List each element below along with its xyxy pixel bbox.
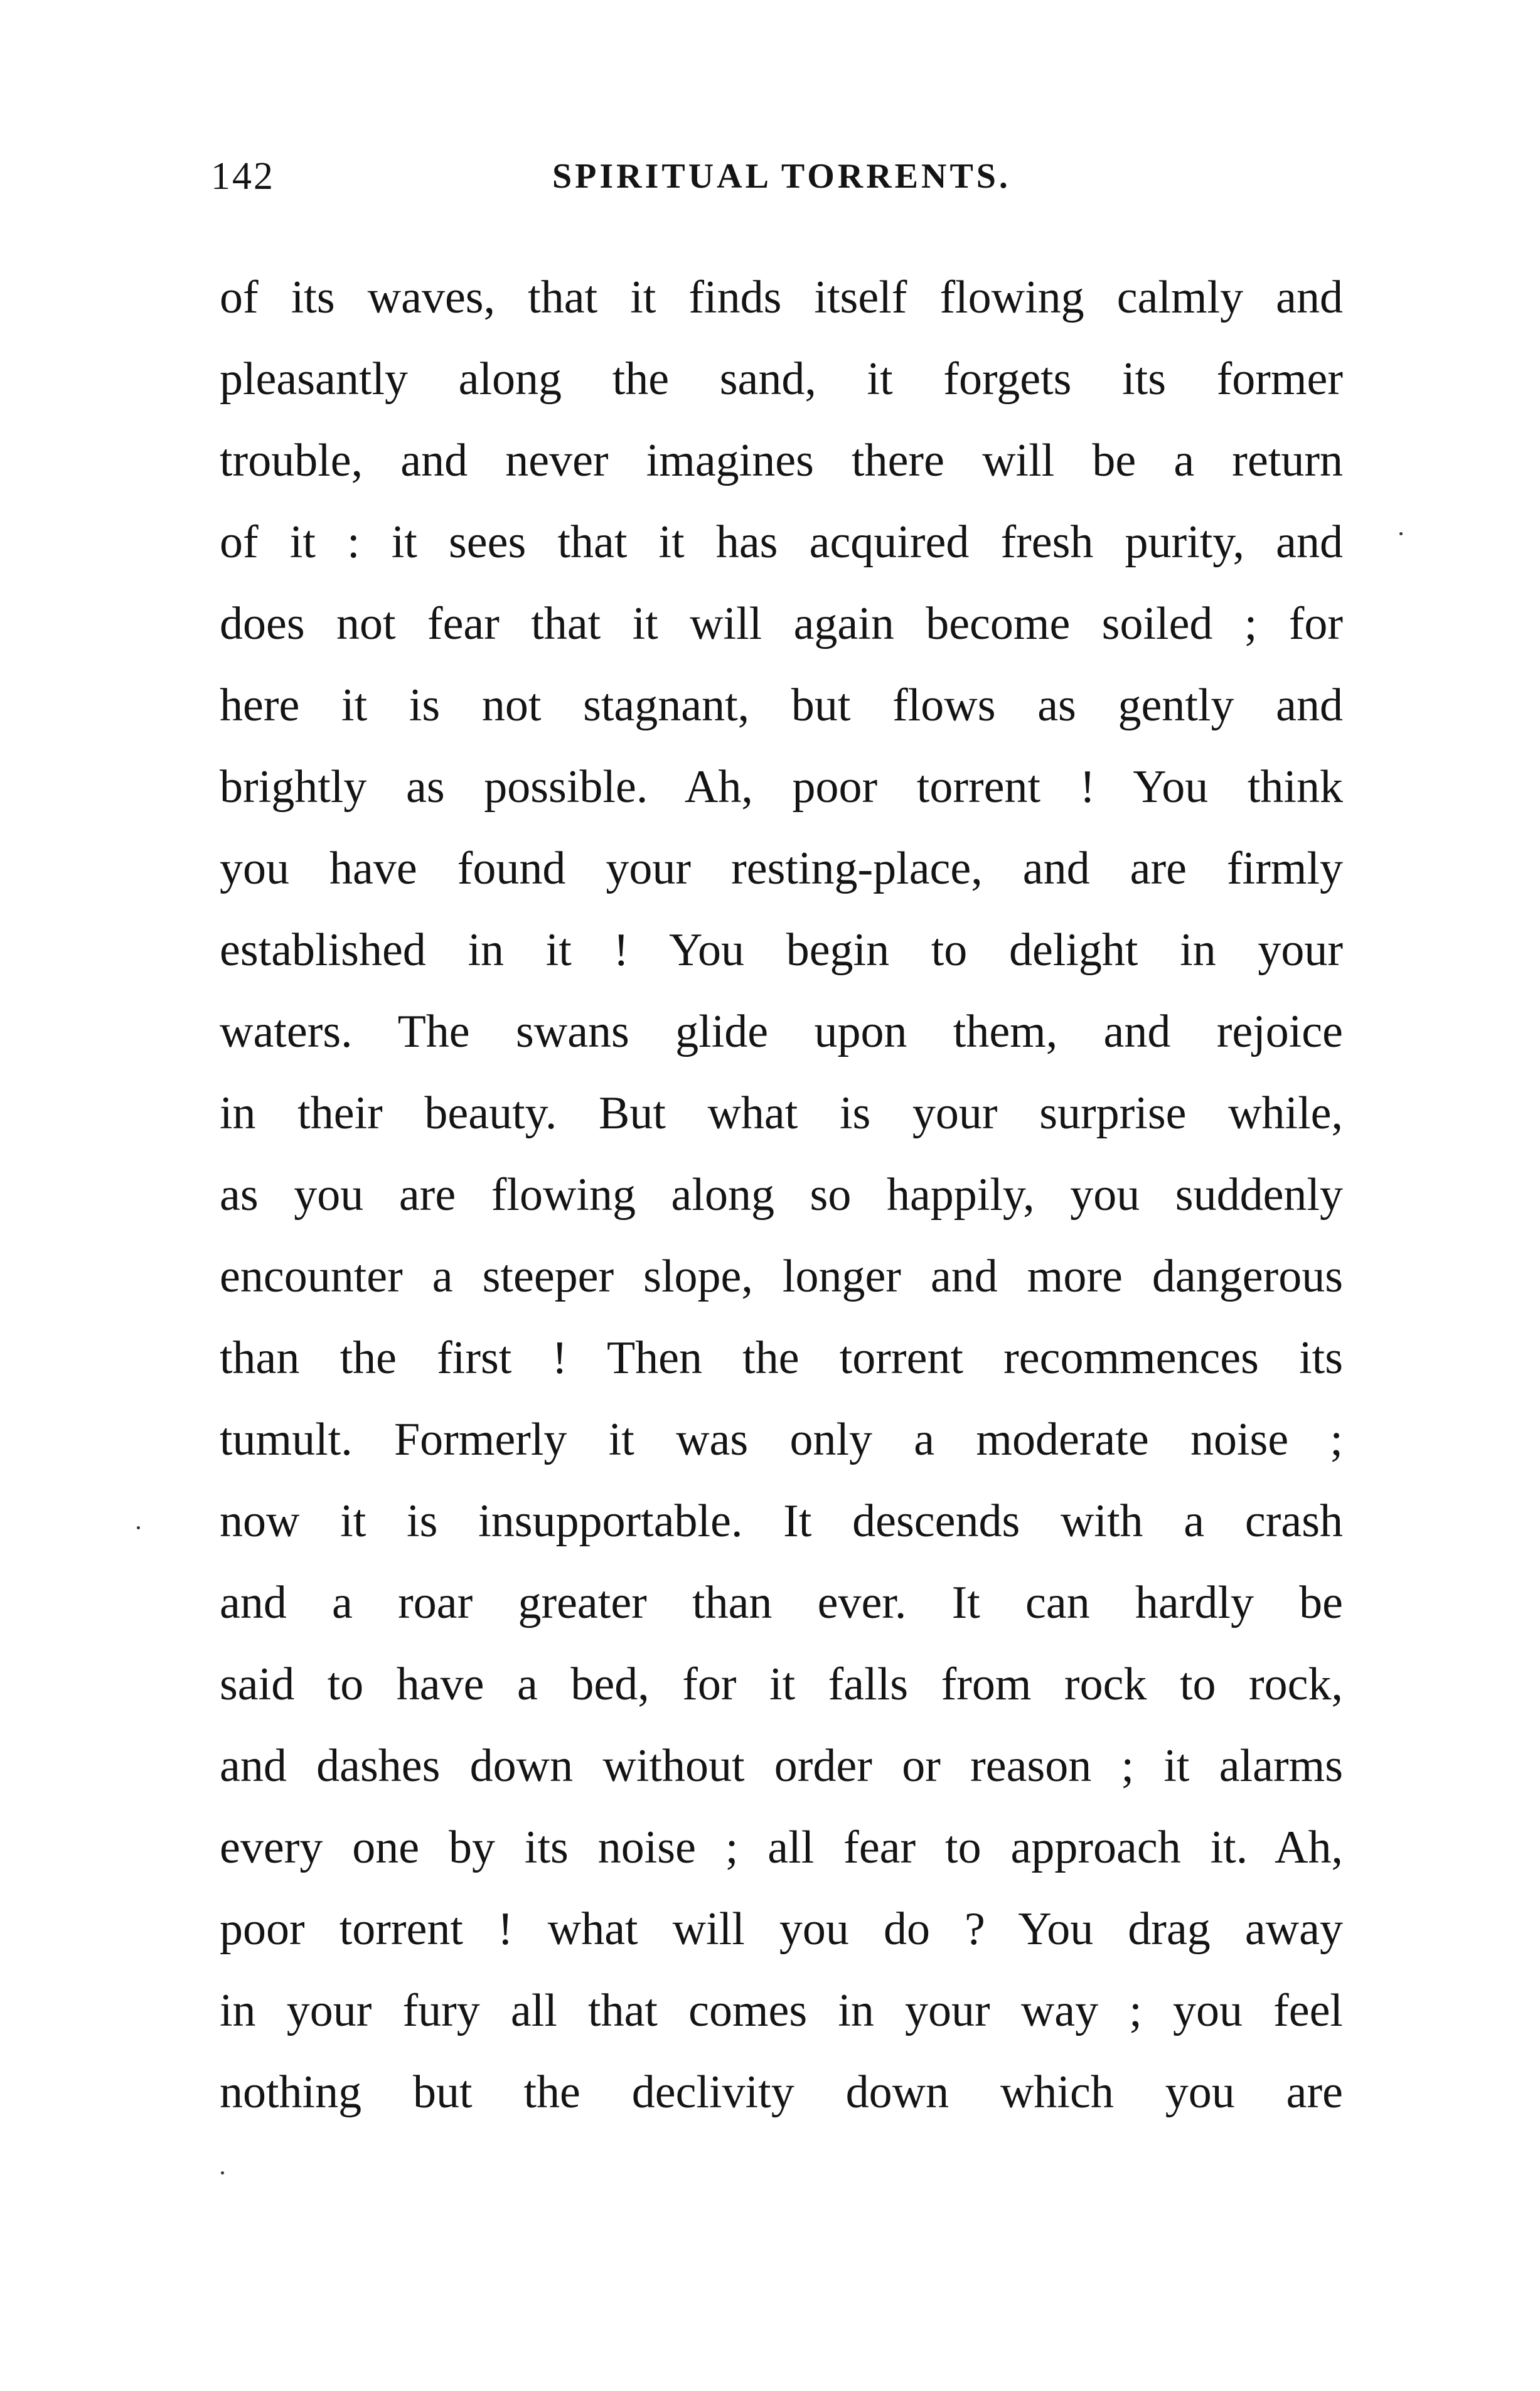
text-line: pleasantly along the sand, it forgets its former <box>220 353 1343 405</box>
text-line: as you are flowing along so happily, you suddenly <box>220 1169 1343 1221</box>
text-line: tumult. Formerly it was only a moderate noise ; <box>220 1414 1343 1465</box>
text-line: you have found your resting-place, and are firmly <box>220 843 1343 894</box>
page-number: 142 <box>211 155 275 198</box>
text-line: every one by its noise ; all fear to approach it. Ah, <box>220 1822 1343 1873</box>
text-line: trouble, and never imagines there will be a return <box>220 435 1343 486</box>
text-line: of its waves, that it finds itself flowing calmly and <box>220 272 1343 323</box>
ink-speck <box>1399 532 1403 535</box>
running-head: SPIRITUAL TORRENTS. <box>552 157 1011 196</box>
text-line: than the first ! Then the torrent recommences its <box>220 1332 1343 1384</box>
page-header <box>0 148 1540 205</box>
text-line: and a roar greater than ever. It can hardly be <box>220 1577 1343 1629</box>
body-text <box>220 257 1343 2133</box>
ink-speck <box>221 2171 224 2174</box>
text-line: waters. The swans glide upon them, and rejoice <box>220 1006 1343 1057</box>
text-line: poor torrent ! what will you do ? You drag away <box>220 1903 1343 1955</box>
text-line: brightly as possible. Ah, poor torrent ! You think <box>220 761 1343 813</box>
text-line: in your fury all that comes in your way ; you feel <box>220 1985 1343 2036</box>
text-line: encounter a steeper slope, longer and more dangerous <box>220 1251 1343 1302</box>
text-line: established in it ! You begin to delight in your <box>220 924 1343 976</box>
ink-speck <box>137 1526 140 1529</box>
text-line: here it is not stagnant, but flows as gently and <box>220 680 1343 731</box>
text-line: does not fear that it will again become soiled ; for <box>220 598 1343 650</box>
text-line: of it : it sees that it has acquired fresh purity, and <box>220 516 1343 568</box>
text-line: and dashes down without order or reason ; it alarms <box>220 1740 1343 1792</box>
text-line: in their beauty. But what is your surprise while, <box>220 1088 1343 1139</box>
text-line: nothing but the declivity down which you are <box>220 2067 1343 2118</box>
text-line: said to have a bed, for it falls from rock to rock, <box>220 1659 1343 1710</box>
text-line: now it is insupportable. It descends with a crash <box>220 1495 1343 1547</box>
